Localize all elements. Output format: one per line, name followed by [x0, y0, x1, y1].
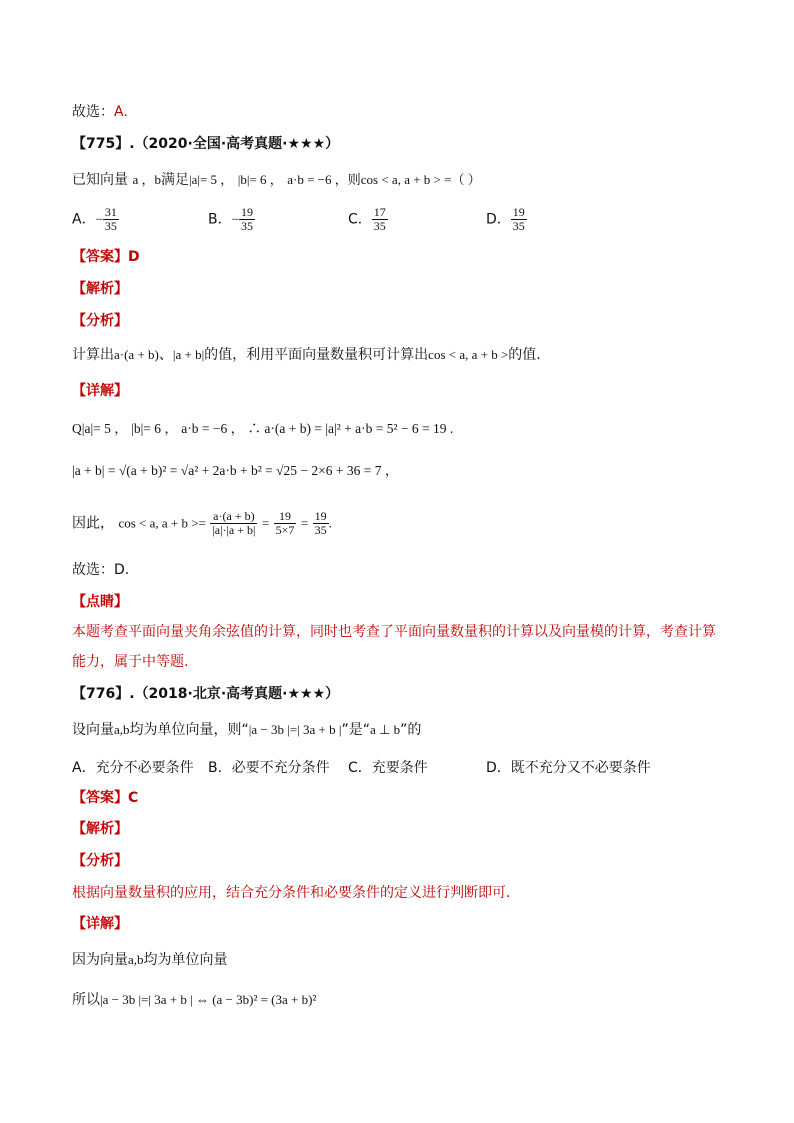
answer-label: 【答案】D [72, 249, 140, 265]
detail-label-776: 【详解】 [72, 916, 128, 932]
option-d: D． $\frac{19}{35}$ [486, 205, 525, 233]
analysis-label-776: 【解析】 [72, 821, 128, 837]
prev-answer-value: A. [114, 104, 128, 120]
option-776-d: D．既不充分又不必要条件 [486, 760, 651, 776]
question-775-header: 【775】.（2020·全国·高考真题·★★★） [72, 136, 340, 152]
question-776-header: 【776】.（2018·北京·高考真题·★★★） [72, 686, 340, 702]
dianjing-text-1: 本题考查平面向量夹角余弦值的计算，同时也考查了平面向量数量积的计算以及向量模的计算，考查计算 [72, 624, 716, 640]
option-776-b: B．必要不充分条件 [208, 760, 330, 776]
prev-answer-line: 故选：A. [72, 104, 128, 120]
fenxi-label-776: 【分析】 [72, 853, 128, 869]
stem-vectors: a ，b [132, 172, 161, 187]
option-c: C． $\frac{17}{35}$ [348, 205, 386, 233]
fenxi-label: 【分析】 [72, 313, 128, 329]
conclusion-value: D. [114, 562, 130, 578]
detail-line-2: |a + b| = √(a + b)² = √a² + 2a·b + b² = √25 − 2×6 + 36 = 7 ， [72, 463, 399, 478]
detail-776-line-2: 所以|a − 3b |=| 3a + b | ⇔ (a − 3b)² = (3a + b)² [72, 992, 317, 1008]
option-c-fraction: $\frac{17}{35}$ [373, 205, 386, 233]
answer-label-776: 【答案】C [72, 790, 139, 806]
fenxi-text: 计算出a·(a + b)、|a + b|的值，利用平面向量数量积可计算出cos < a, a + b >的值. [72, 347, 541, 363]
option-b-fraction: $\frac{19}{35}$ [240, 205, 253, 233]
detail-fraction-1: $\frac{a\cdot(a + b)}{|a|\cdot|a + b|}$ [212, 509, 256, 537]
dianjing-label: 【点睛】 [72, 594, 128, 610]
detail-line-3: 因此， cos < a, a + b >= $\frac{a\cdot(a + b)}{|a|\cdot|a + b|}$ = $\frac{19}{5\times 7}$ = $\frac{19}{35}$ . [72, 509, 332, 537]
detail-fraction-3: $\frac{19}{35}$ [314, 509, 327, 537]
question-775-stem: 已知向量 a ，b满足|a|= 5 ， |b|= 6 ， a·b = −6 ，则cos < a, a + b > =（ ） [72, 172, 481, 188]
conclusion-line: 故选：D. [72, 562, 130, 578]
fenxi-text-776: 根据向量数量积的应用，结合充分条件和必要条件的定义进行判断即可. [72, 885, 511, 901]
option-a-fraction: $\frac{31}{35}$ [104, 205, 117, 233]
detail-line-1: Q|a|= 5 ， |b|= 6 ， a·b = −6 ， ∴ a·(a + b) = |a|² + a·b = 5² − 6 = 19 . [72, 421, 454, 436]
detail-label: 【详解】 [72, 383, 128, 399]
detail-776-line-1: 因为向量a,b均为单位向量 [72, 952, 228, 968]
option-776-c: C．充要条件 [348, 760, 428, 776]
option-d-fraction: $\frac{19}{35}$ [512, 205, 525, 233]
option-a: A．− $\frac{31}{35}$ [72, 205, 117, 233]
option-776-a: A．充分不必要条件 [72, 760, 194, 776]
detail-fraction-2: $\frac{19}{5\times 7}$ [275, 509, 295, 537]
answer-value-776: C [128, 790, 139, 806]
analysis-label: 【解析】 [72, 281, 128, 297]
option-b: B．− $\frac{19}{35}$ [208, 205, 253, 233]
answer-value: D [128, 249, 140, 265]
dianjing-text-2: 能力，属于中等题. [72, 654, 189, 670]
question-776-stem: 设向量a,b均为单位向量，则“|a − 3b |=| 3a + b |”是“a ⊥ b”的 [72, 722, 422, 738]
